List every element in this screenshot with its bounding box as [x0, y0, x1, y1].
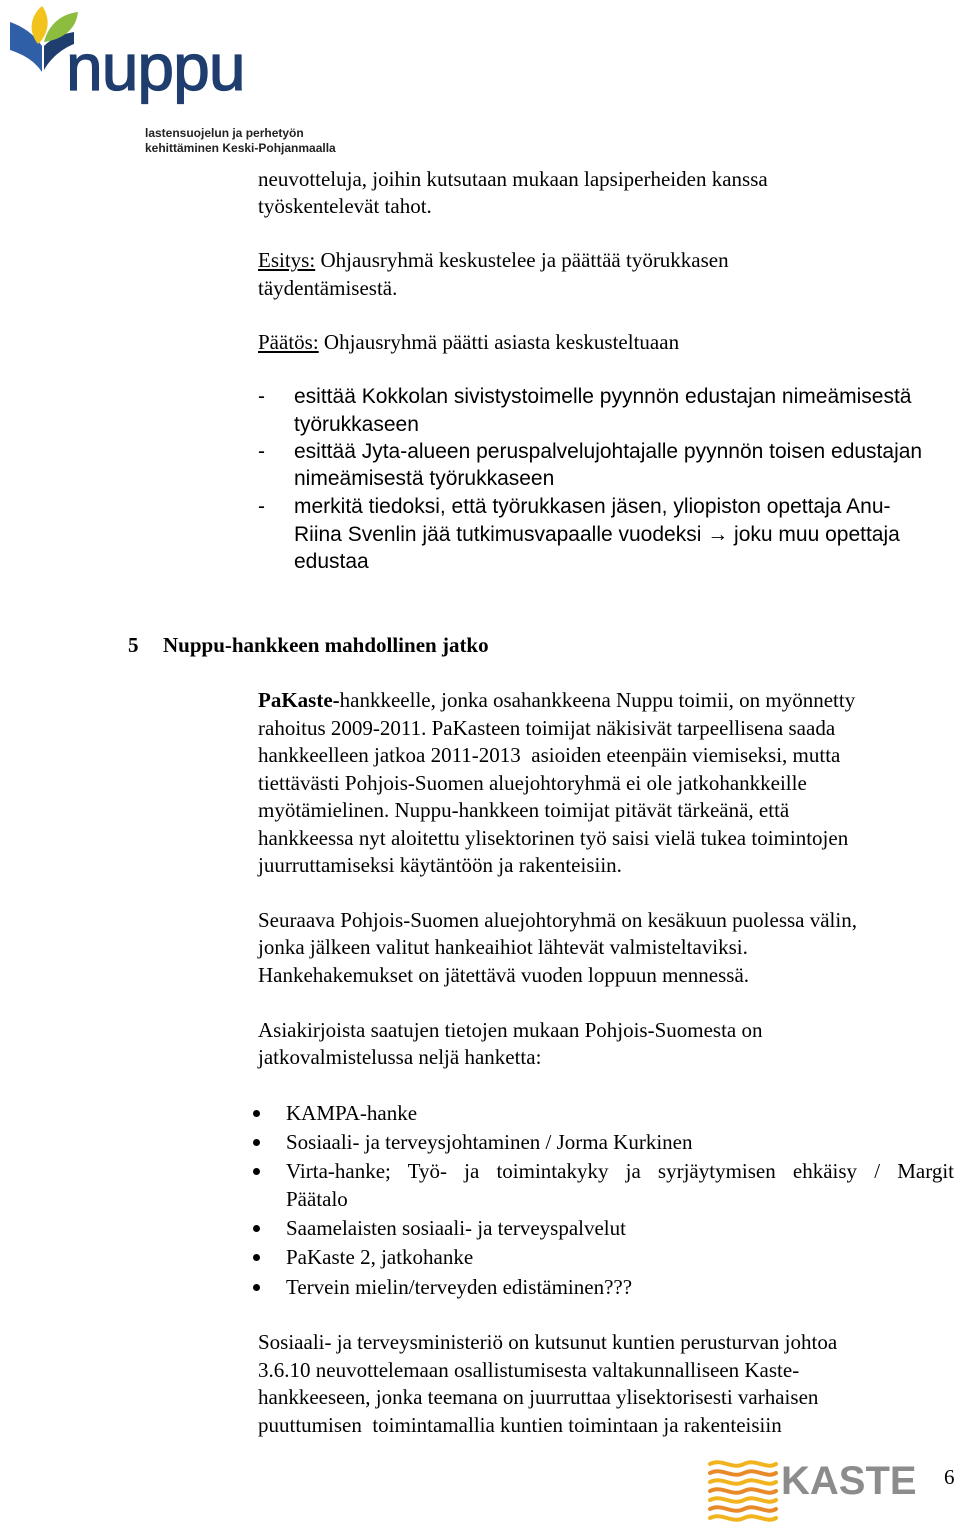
paragraph-line: jatkovalmistelussa neljä hanketta:: [258, 1045, 542, 1069]
paragraph-line: juurruttamiseksi käytäntöön ja rakenteisiin.: [258, 853, 622, 877]
paragraph-line: tiettävästi Pohjois-Suomen aluejohtoryhmä ei ole jatkohankkeille: [258, 771, 807, 795]
dash-marker: -: [258, 440, 265, 463]
dash-marker: -: [258, 385, 265, 408]
paragraph-line: Asiakirjoista saatujen tietojen mukaan Pohjois-Suomesta on: [258, 1018, 763, 1042]
bullet-icon: [253, 1168, 260, 1175]
bullet-icon: [253, 1225, 260, 1232]
paragraph-line: hankkeeseen, jonka teemana on juurruttaa ylisektorisesti varhaisen: [258, 1385, 819, 1409]
paragraph-lead-bold: PaKaste-: [258, 688, 340, 712]
decision-label: Päätös:: [258, 330, 319, 354]
list-item: Tervein mielin/terveyden edistäminen???: [286, 1275, 633, 1299]
decision-item-line: Riina Svenlin jää tutkimusvapaalle vuodeksi → joku muu opettaja: [294, 523, 900, 546]
paragraph-line: hankkeessa nyt aloitettu ylisektorinen työ saisi vielä tukea toimintojen: [258, 826, 849, 850]
paragraph-line: työskentelevät tahot.: [258, 194, 432, 218]
paragraph-line: jonka jälkeen valitut hankeaihiot lähtevät valmisteltaviksi.: [258, 935, 748, 959]
decision-item-line: nimeämisestä työrukkaseen: [294, 467, 555, 490]
list-item: Saamelaisten sosiaali- ja terveyspalvelut: [286, 1216, 626, 1240]
list-item: Virta-hanke; Työ- ja toimintakyky ja syrjäytymisen ehkäisy / Margit: [286, 1159, 954, 1183]
decision-item-line: esittää Jyta-alueen peruspalvelujohtajalle pyynnön toisen edustajan: [294, 440, 923, 463]
decision-item-line: työrukkaseen: [294, 413, 419, 436]
paragraph-line: hankkeelleen jatkoa 2011-2013 asioiden eteenpäin viemiseksi, mutta: [258, 743, 841, 767]
decision-item-line: esittää Kokkolan sivistystoimelle pyynnön edustajan nimeämisestä: [294, 385, 912, 408]
bullet-icon: [253, 1254, 260, 1261]
decision-line: [258, 329, 679, 356]
paragraph-line: puuttumisen toimintamallia kuntien toimintaan ja rakenteisiin: [258, 1413, 782, 1437]
wave-stripes-icon: [706, 1456, 780, 1524]
paragraph-lead-rest: hankkeelle, jonka osahankkeena Nuppu toimii, on myönnetty: [339, 688, 856, 712]
bullet-icon: [253, 1110, 260, 1117]
list-item: KAMPA-hanke: [286, 1101, 418, 1125]
section-number: 5: [128, 633, 139, 657]
logo-tagline-line: lastensuojelun ja perhetyön: [145, 126, 304, 140]
decision-item-line: merkitä tiedoksi, että työrukkasen jäsen, yliopiston opettaja Anu-: [294, 495, 891, 518]
paragraph-line: Seuraava Pohjois-Suomen aluejohtoryhmä on kesäkuun puolessa välin,: [258, 908, 857, 932]
logo-tagline-line: kehittäminen Keski-Pohjanmaalla: [145, 141, 336, 155]
list-item: Sosiaali- ja terveysjohtaminen / Jorma Kurkinen: [286, 1130, 693, 1154]
logo-wordmark: nuppu: [66, 30, 245, 104]
paragraph-line: myötämielinen. Nuppu-hankkeen toimijat pitävät tärkeänä, että: [258, 798, 790, 822]
proposal-line: [258, 247, 729, 274]
dash-marker: -: [258, 495, 265, 518]
paragraph-line: [258, 687, 855, 714]
decision-item-line: edustaa: [294, 550, 369, 573]
paragraph-line: 3.6.10 neuvottelemaan osallistumisesta valtakunnalliseen Kaste-: [258, 1358, 800, 1382]
section-title: Nuppu-hankkeen mahdollinen jatko: [163, 633, 489, 657]
paragraph-line: Sosiaali- ja terveysministeriö on kutsunut kuntien perusturvan johtoa: [258, 1330, 838, 1354]
page-number: 6: [944, 1465, 955, 1489]
paragraph-line: Hankehakemukset on jätettävä vuoden loppuun mennessä.: [258, 963, 750, 987]
proposal-line: täydentämisestä.: [258, 276, 398, 300]
list-item: PaKaste 2, jatkohanke: [286, 1245, 474, 1269]
bullet-icon: [253, 1284, 260, 1291]
bullet-icon: [253, 1139, 260, 1146]
kaste-wordmark: KASTE: [781, 1459, 917, 1503]
proposal-label: Esitys:: [258, 248, 316, 272]
paragraph-line: rahoitus 2009-2011. PaKasteen toimijat näkisivät tarpeellisena saada: [258, 716, 836, 740]
decision-text: Ohjausryhmä päätti asiasta keskusteltuaan: [318, 330, 680, 354]
proposal-text: Ohjausryhmä keskustelee ja päättää työrukkasen: [315, 248, 729, 272]
list-item-continuation: Päätalo: [286, 1187, 348, 1211]
paragraph-line: neuvotteluja, joihin kutsutaan mukaan lapsiperheiden kanssa: [258, 167, 768, 191]
